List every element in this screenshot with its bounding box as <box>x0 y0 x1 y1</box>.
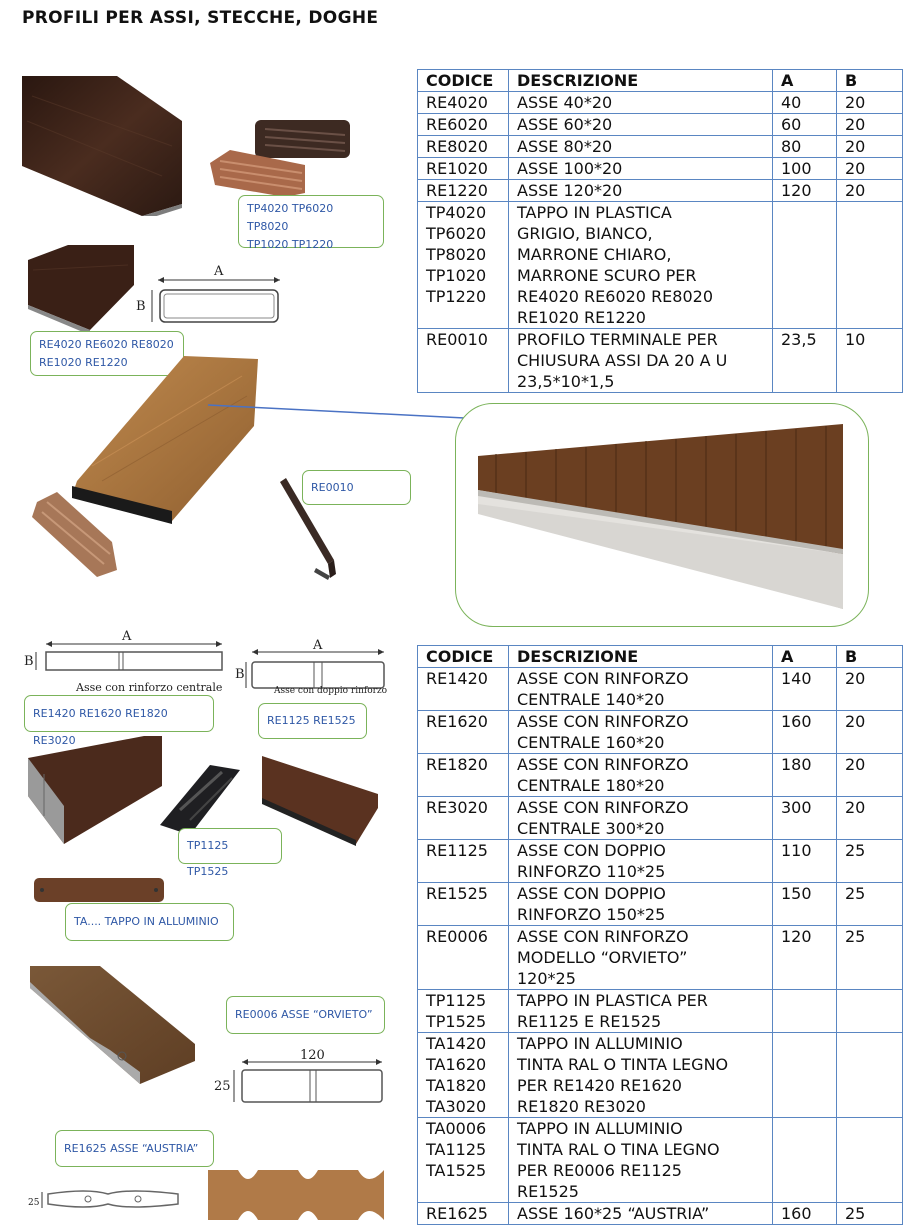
austria-board-image <box>208 1166 384 1224</box>
cell-b: 20 <box>837 711 903 754</box>
table-row <box>418 797 903 840</box>
table-row <box>418 668 903 711</box>
cell-a: 300 <box>773 797 837 840</box>
cell-descrizione: TAPPO IN PLASTICA GRIGIO, BIANCO, MARRONE CHIARO, MARRONE SCURO PER RE4020 RE6020 RE8020 RE1020 RE1220 <box>509 202 773 329</box>
cell-b: 25 <box>837 1203 903 1225</box>
cell-a: 60 <box>773 114 837 136</box>
table-row <box>418 1033 903 1118</box>
callout-tp-caps: TP4020 TP6020 TP8020 TP1020 TP1220 <box>238 195 384 248</box>
cell-descrizione: ASSE 80*20 <box>509 136 773 158</box>
table-row <box>418 926 903 990</box>
arrow-pointer <box>0 0 920 460</box>
header-b: B <box>837 70 903 92</box>
cell-descrizione: ASSE 100*20 <box>509 158 773 180</box>
orvieto-width-label: 120 <box>300 1048 325 1063</box>
cell-descrizione: ASSE CON RINFORZO MODELLO “ORVIETO” 120*25 <box>509 926 773 990</box>
cell-a: 150 <box>773 883 837 926</box>
callout-ta-tappo: TA.... TAPPO IN ALLUMINIO <box>65 903 234 941</box>
reinforced-board-image <box>24 736 164 846</box>
cell-codice: RE1525 <box>418 883 509 926</box>
cell-a: 120 <box>773 926 837 990</box>
cell-b: 10 <box>837 329 903 393</box>
header-a: A <box>773 70 837 92</box>
cell-b <box>837 1033 903 1118</box>
orvieto-height-label: 25 <box>214 1079 231 1094</box>
callout-re0010: RE0010 <box>302 470 411 505</box>
cell-codice: TP4020 TP6020 TP8020 TP1020 TP1220 <box>418 202 509 329</box>
cell-descrizione: TAPPO IN ALLUMINIO TINTA RAL O TINTA LEGNO PER RE1420 RE1620 RE1820 RE3020 <box>509 1033 773 1118</box>
cell-descrizione: ASSE CON RINFORZO CENTRALE 300*20 <box>509 797 773 840</box>
cell-codice: RE1620 <box>418 711 509 754</box>
cell-b: 20 <box>837 92 903 114</box>
header-codice: CODICE <box>418 70 509 92</box>
austria-profile-drawing <box>28 1182 188 1218</box>
cell-b: 20 <box>837 114 903 136</box>
cell-descrizione: ASSE CON RINFORZO CENTRALE 140*20 <box>509 668 773 711</box>
dim-a-label: A <box>122 629 132 644</box>
cell-b: 20 <box>837 136 903 158</box>
cell-descrizione: ASSE CON RINFORZO CENTRALE 160*20 <box>509 711 773 754</box>
dim-b-label: B <box>235 667 245 682</box>
doppio-caption: Asse con doppio rinforzo <box>274 686 388 696</box>
callout-tp1125: TP1125 TP1525 <box>178 828 282 864</box>
callout-re-centrale: RE1420 RE1620 RE1820 RE3020 <box>24 695 214 732</box>
cell-a: 120 <box>773 180 837 202</box>
cell-a: 80 <box>773 136 837 158</box>
cell-a <box>773 990 837 1033</box>
orvieto-profile-drawing <box>212 1048 392 1108</box>
cell-b: 20 <box>837 180 903 202</box>
aluminium-cap-image <box>34 878 166 904</box>
fence-photo <box>456 404 868 626</box>
austria-height-label: 25 <box>28 1198 40 1208</box>
cell-descrizione: ASSE 60*20 <box>509 114 773 136</box>
light-cap-image <box>32 492 122 577</box>
cell-codice: RE0006 <box>418 926 509 990</box>
cell-descrizione: ASSE CON RINFORZO CENTRALE 180*20 <box>509 754 773 797</box>
cell-b <box>837 990 903 1033</box>
cell-codice: TA0006 TA1125 TA1525 <box>418 1118 509 1203</box>
centrale-caption: Asse con rinforzo centrale <box>76 681 223 694</box>
callout-re0006: RE0006 ASSE “ORVIETO” <box>226 996 385 1034</box>
cell-descrizione: ASSE 120*20 <box>509 180 773 202</box>
cell-descrizione: ASSE 40*20 <box>509 92 773 114</box>
table-row <box>418 754 903 797</box>
product-table-2 <box>417 645 903 1225</box>
cell-a: 110 <box>773 840 837 883</box>
cell-codice: RE3020 <box>418 797 509 840</box>
table-header-row <box>418 646 903 668</box>
cell-codice: RE0010 <box>418 329 509 393</box>
cell-codice: RE6020 <box>418 114 509 136</box>
header-codice: CODICE <box>418 646 509 668</box>
cell-codice: RE1625 <box>418 1203 509 1225</box>
table-row <box>418 840 903 883</box>
cell-b: 20 <box>837 668 903 711</box>
cell-codice: RE1220 <box>418 180 509 202</box>
dim-a-label: A <box>214 264 224 279</box>
cell-codice: RE1820 <box>418 754 509 797</box>
table-row <box>418 883 903 926</box>
cell-a: 160 <box>773 1203 837 1225</box>
header-a: A <box>773 646 837 668</box>
header-b: B <box>837 646 903 668</box>
cell-codice: RE1125 <box>418 840 509 883</box>
cell-descrizione: PROFILO TERMINALE PER CHIUSURA ASSI DA 20 A U 23,5*10*1,5 <box>509 329 773 393</box>
cell-descrizione: ASSE CON DOPPIO RINFORZO 150*25 <box>509 883 773 926</box>
cell-codice: RE4020 <box>418 92 509 114</box>
header-descrizione: DESCRIZIONE <box>509 70 773 92</box>
cell-b: 20 <box>837 797 903 840</box>
cell-a: 180 <box>773 754 837 797</box>
cell-a: 23,5 <box>773 329 837 393</box>
cell-b: 20 <box>837 158 903 180</box>
callout-re-boards: RE4020 RE6020 RE8020 RE1020 RE1220 <box>30 331 184 376</box>
cell-descrizione: ASSE 160*25 “AUSTRIA” <box>509 1203 773 1225</box>
cell-descrizione: TAPPO IN PLASTICA PER RE1125 E RE1525 <box>509 990 773 1033</box>
cell-codice: RE1020 <box>418 158 509 180</box>
cell-b: 25 <box>837 883 903 926</box>
callout-re-doppio: RE1125 RE1525 <box>258 703 367 739</box>
cell-a: 160 <box>773 711 837 754</box>
cell-a: 140 <box>773 668 837 711</box>
cell-codice: TP1125 TP1525 <box>418 990 509 1033</box>
table-row <box>418 1118 903 1203</box>
cell-codice: RE8020 <box>418 136 509 158</box>
cell-a: 100 <box>773 158 837 180</box>
dim-b-label: B <box>136 299 146 314</box>
table-row <box>418 990 903 1033</box>
cell-b: 20 <box>837 754 903 797</box>
dim-b-label: B <box>24 654 34 669</box>
cell-b: 25 <box>837 926 903 990</box>
table-row <box>418 1203 903 1225</box>
callout-re1625: RE1625 ASSE “AUSTRIA” <box>55 1130 214 1167</box>
header-descrizione: DESCRIZIONE <box>509 646 773 668</box>
cell-a: 40 <box>773 92 837 114</box>
cell-a <box>773 1033 837 1118</box>
orvieto-board-image <box>30 966 196 1086</box>
cell-codice: TA1420 TA1620 TA1820 TA3020 <box>418 1033 509 1118</box>
table-row <box>418 711 903 754</box>
fence-photo-frame <box>455 403 869 627</box>
cell-descrizione: TAPPO IN ALLUMINIO TINTA RAL O TINA LEGNO PER RE0006 RE1125 RE1525 <box>509 1118 773 1203</box>
cell-a <box>773 1118 837 1203</box>
cell-descrizione: ASSE CON DOPPIO RINFORZO 110*25 <box>509 840 773 883</box>
cell-b <box>837 1118 903 1203</box>
cell-b: 25 <box>837 840 903 883</box>
dim-a-label: A <box>313 638 323 653</box>
page-title: PROFILI PER ASSI, STECCHE, DOGHE <box>22 8 379 28</box>
cell-codice: RE1420 <box>418 668 509 711</box>
